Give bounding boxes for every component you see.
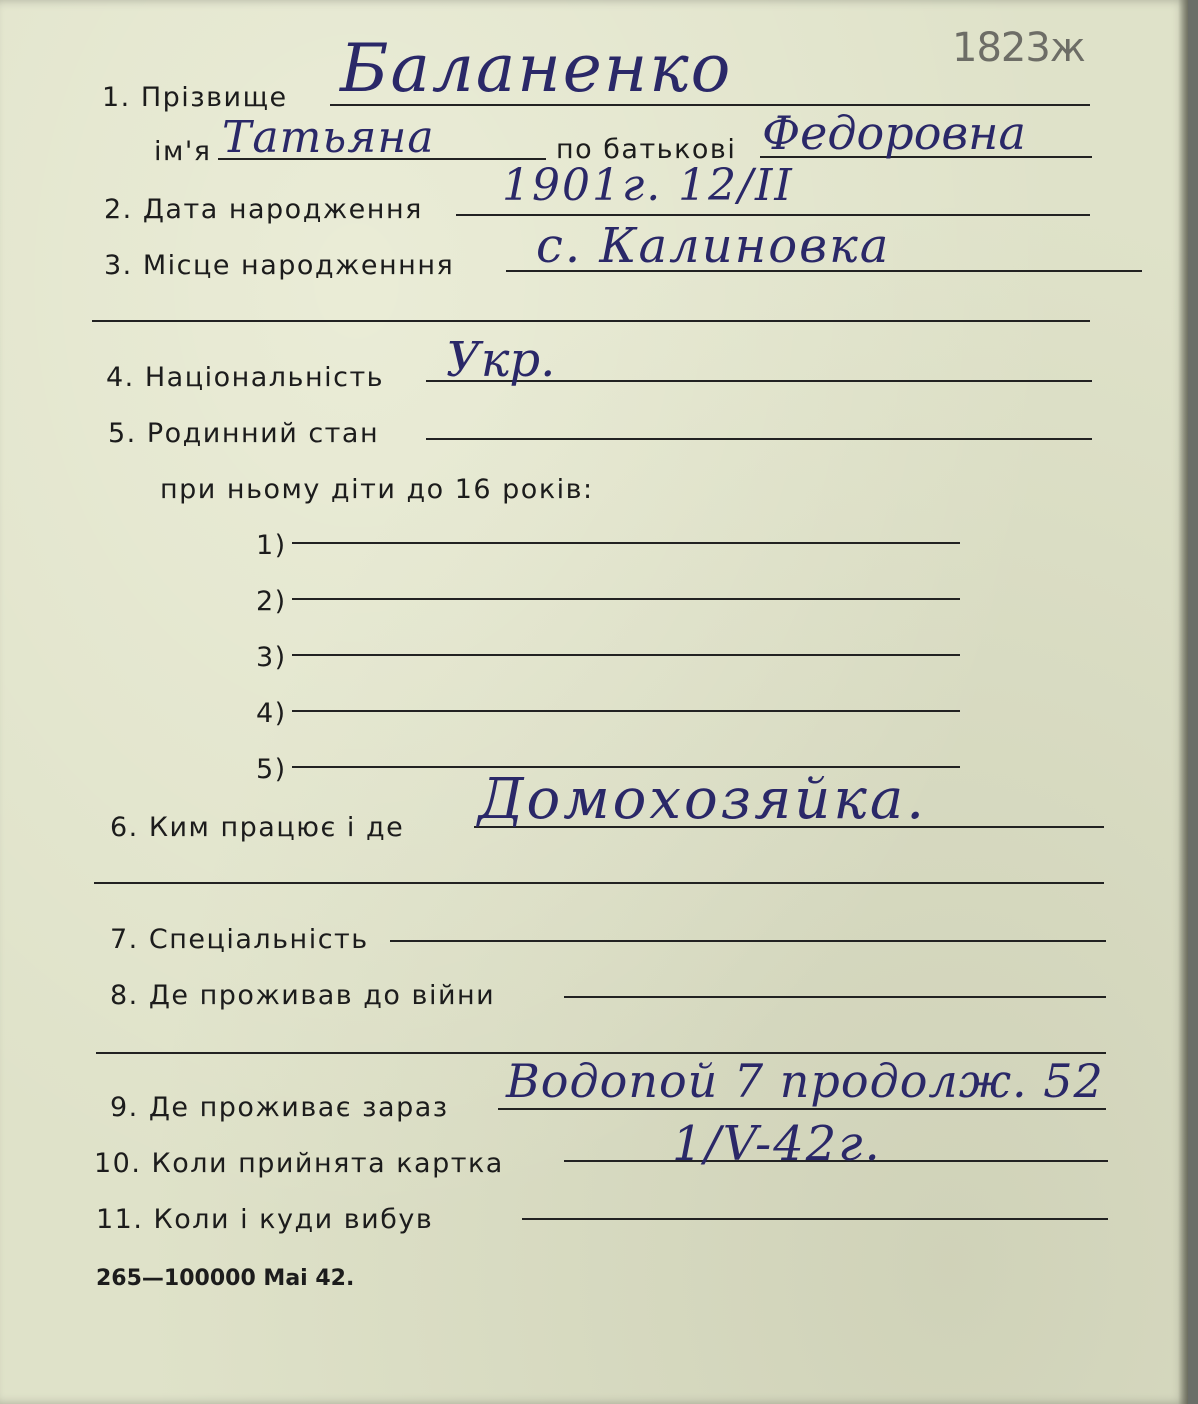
birth-date-label: 2. Дата народження	[104, 194, 423, 225]
work-value: Домохозяйка.	[478, 767, 927, 832]
accepted-label: 10. Коли прийнята картка	[94, 1148, 504, 1179]
left-line	[522, 1218, 1108, 1220]
surname-value: Баланенко	[340, 30, 733, 107]
patronymic-value: Федоровна	[762, 106, 1026, 160]
surname-label: 1. Прізвище	[102, 82, 288, 113]
name-value: Татьяна	[222, 112, 435, 163]
birth-place-line-2	[92, 320, 1090, 322]
child-1-line	[292, 542, 960, 544]
specialty-line	[390, 940, 1106, 942]
work-label: 6. Ким працює і де	[110, 812, 405, 843]
print-code: 265—100000 Mai 42.	[96, 1266, 355, 1291]
children-label: при ньому діти до 16 років:	[160, 474, 594, 505]
child-5-label: 5)	[256, 754, 287, 785]
birth-date-value: 1901г. 12/II	[502, 160, 794, 211]
marital-line	[426, 438, 1092, 440]
registration-number: 1823ж	[952, 25, 1085, 71]
left-label: 11. Коли і куди вибув	[96, 1204, 434, 1235]
current-line	[498, 1108, 1106, 1110]
birth-place-value: с. Калиновка	[536, 218, 891, 274]
nationality-value: Укр.	[446, 332, 556, 388]
current-value: Водопой 7 продолж. 52	[506, 1054, 1104, 1108]
prewar-line	[564, 996, 1106, 998]
child-2-line	[292, 598, 960, 600]
patronymic-label: по батькові	[556, 134, 737, 165]
child-1-label: 1)	[256, 530, 287, 561]
prewar-label: 8. Де проживав до війни	[110, 980, 496, 1011]
child-4-line	[292, 710, 960, 712]
birth-place-label: 3. Місце народженння	[104, 250, 455, 281]
specialty-label: 7. Спеціальність	[110, 924, 369, 955]
birth-date-line	[456, 214, 1090, 216]
child-2-label: 2)	[256, 586, 287, 617]
accepted-value: 1/V-42г.	[672, 1116, 882, 1172]
child-4-label: 4)	[256, 698, 287, 729]
nationality-label: 4. Національність	[106, 362, 385, 393]
work-line-2	[94, 882, 1104, 884]
child-3-line	[292, 654, 960, 656]
child-3-label: 3)	[256, 642, 287, 673]
marital-label: 5. Родинний стан	[108, 418, 380, 449]
current-label: 9. Де проживає зараз	[110, 1092, 449, 1123]
name-label: ім'я	[154, 136, 212, 167]
